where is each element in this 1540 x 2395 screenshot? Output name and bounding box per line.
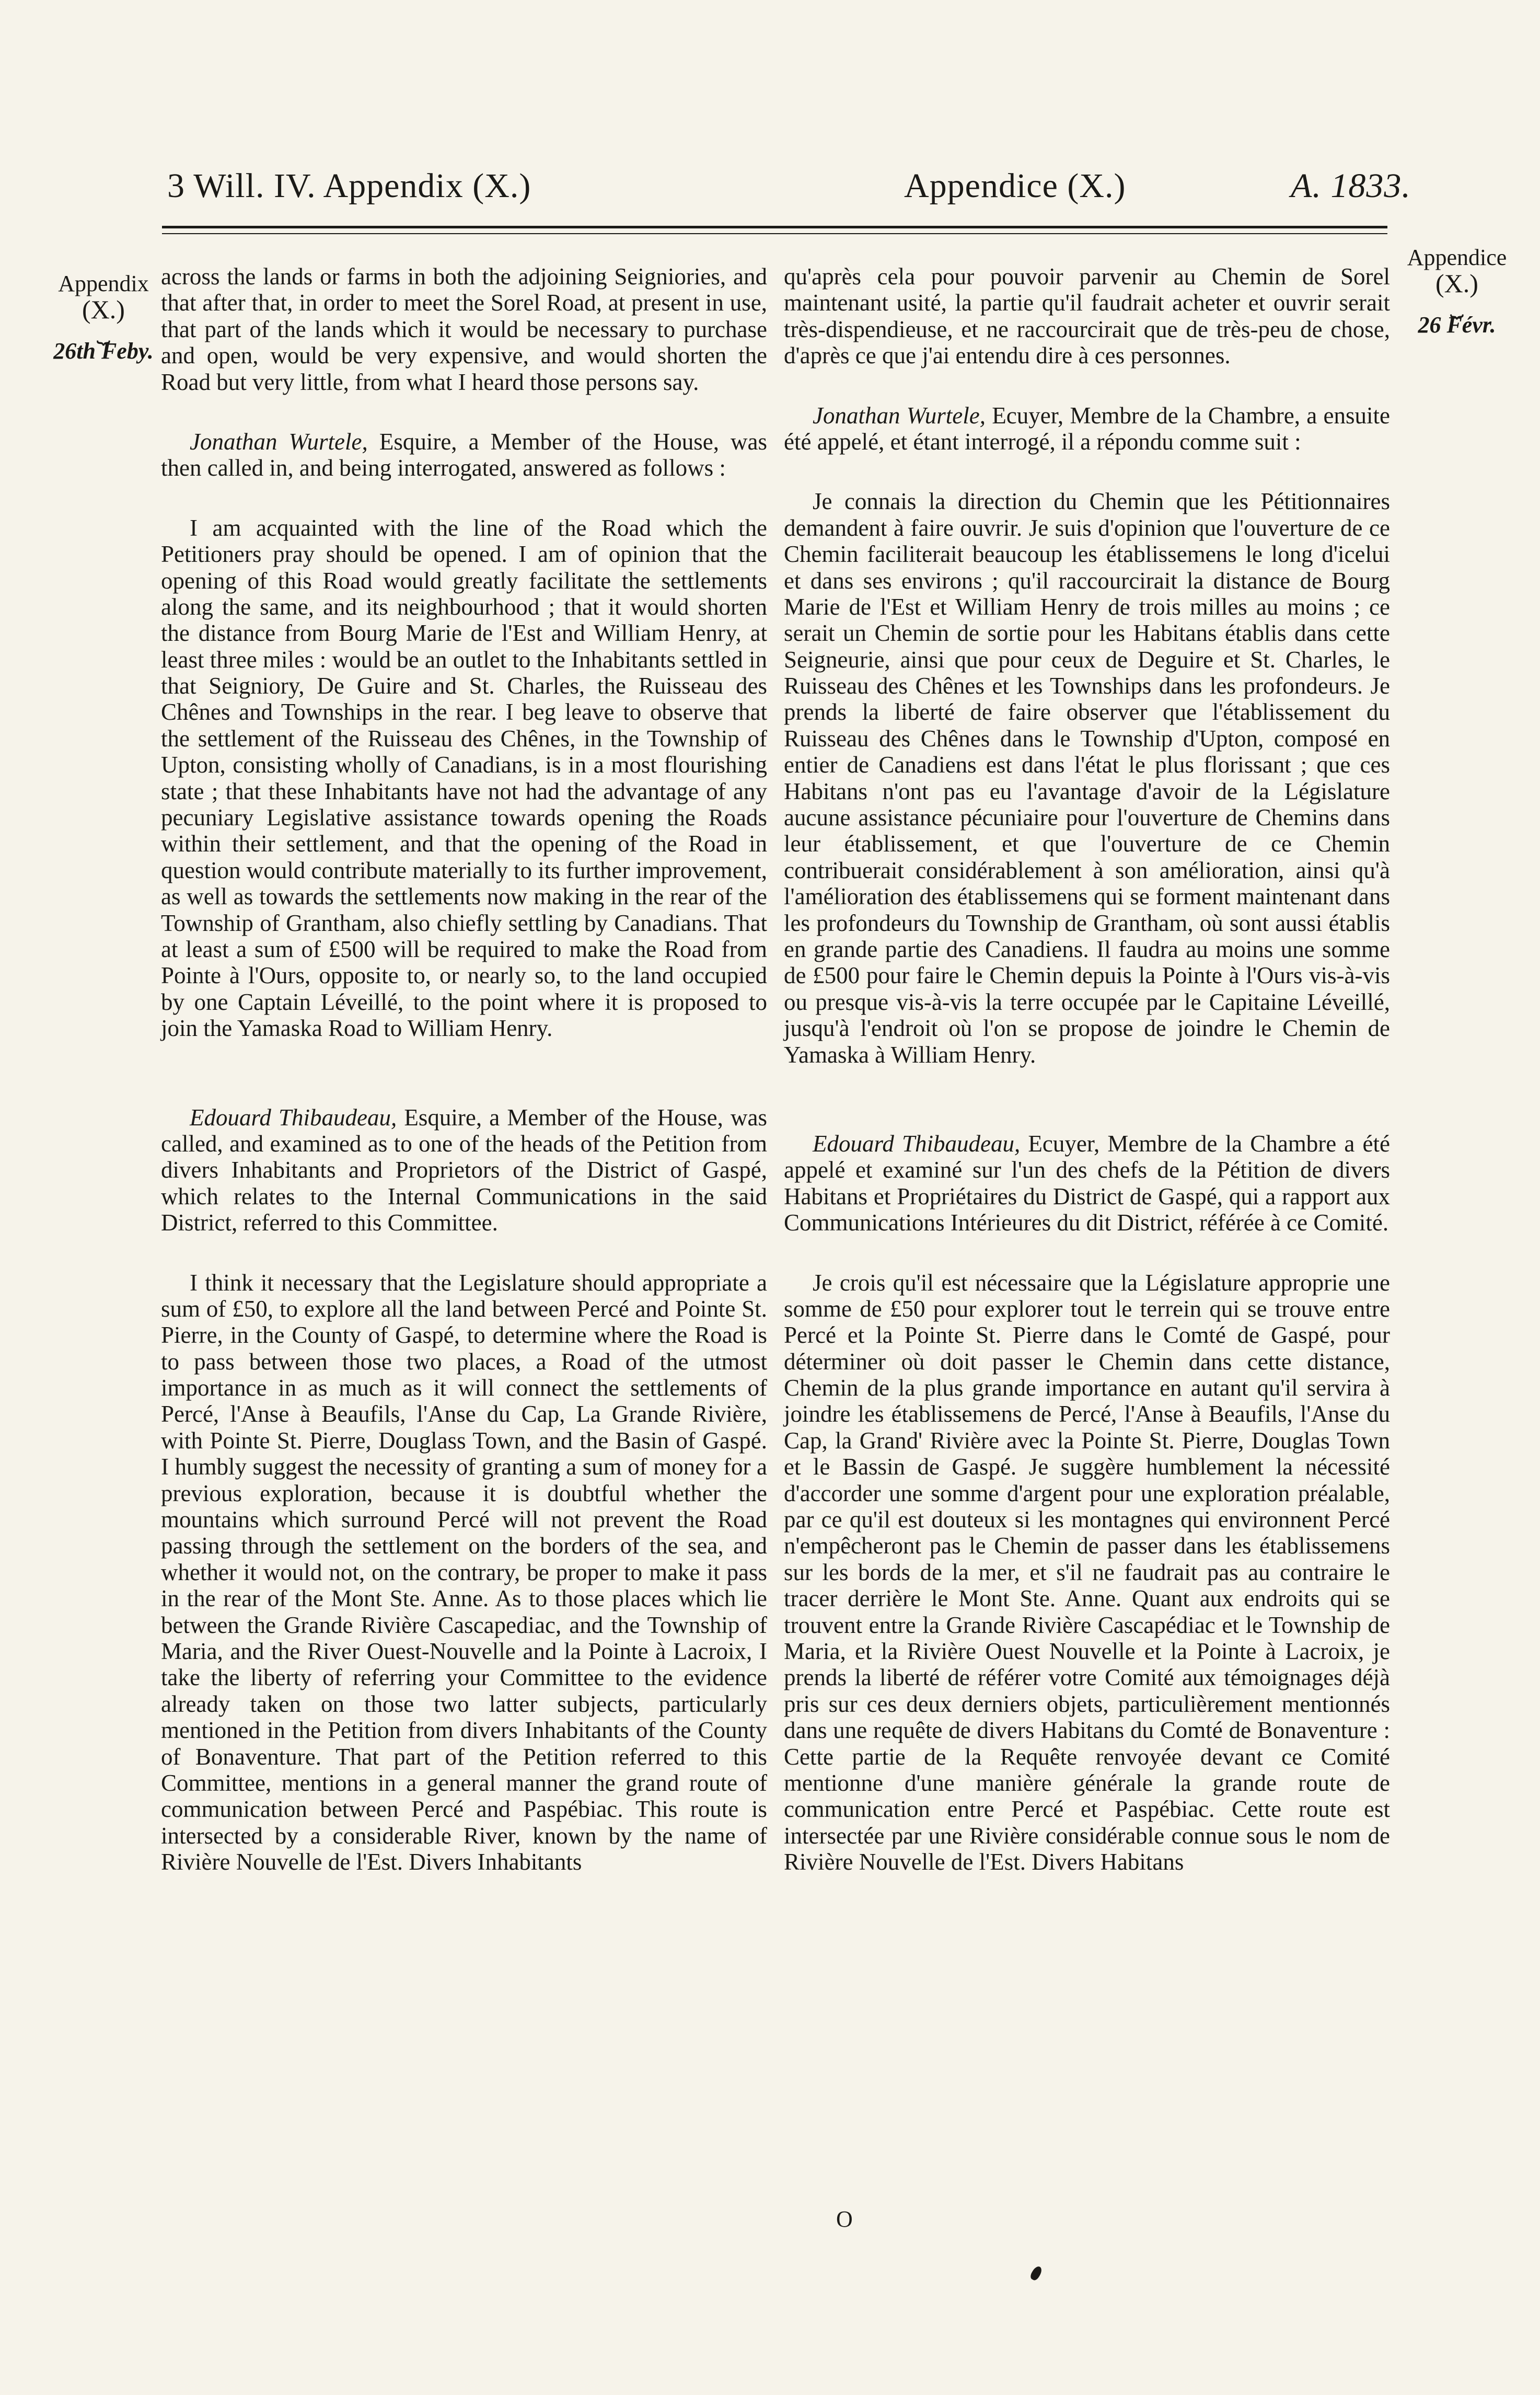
testimony-wurtele: Je connais la direction du Chemin que les Pétitionnaires demandent à faire ouvrir. Je suis d'opinion que l'ouverture de ce Chemin faciliterait beaucoup les établissemens le long d'icelui et dans ses environs ; qu'il raccourcirait la distance de Bourg Marie de l'Est et William Henry de trois milles au moins ; ce serait un Chemin de sortie pour les Habitans établis dans cette Seigneurie, ainsi que pour ceux de Deguire et St. Charles, le Ruisseau des Chênes et les Townships dans les profondeurs. Je prends la liberté de faire observer que l'établissement du Ruisseau des Chênes dans le Township d'Upton, composé en entier de Canadiens est dans l'état le plus florissant ; que ces Habitans n'ont pas eu l'avantage d'avoir de la Législature aucune assistance pécuniaire pour l'ouverture de Chemins dans leur établissement, et que l'ouverture de ce Chemin contribuerait considérablement à son amélioration, ainsi qu'à l'amélioration des établissemens qui se forment maintenant dans les profondeurs du Township de Grantham, où sont aussi établis en grande partie des Canadiens. Il faudra au moins une somme de £500 pour faire le Chemin depuis la Pointe à l'Ours vis-à-vis ou presque vis-à-vis la terre occupée par le Capitaine Léveillé, jusqu'à l'endroit où l'on se propose de joindre le Chemin de Yamaska à William Henry. <box>784 488 1390 1068</box>
french-column <box>784 263 1390 1908</box>
running-header-center: Appendice (X.) <box>904 167 1126 205</box>
paragraph-continuation: across the lands or farms in both the adjoining Seigniories, and that after that, in order to meet the Sorel Road, at present in use, that part of the lands which it would be necessary to purchase and open, would be very expensive, and would shorten the Road but very little, from what I heard those persons say. <box>161 263 767 395</box>
running-header-year: A. 1833. <box>1291 167 1411 205</box>
intro-text: Esquire, a Member of the House, was then called in, and being interrogated, answered as follows : <box>161 428 767 481</box>
running-header-left: 3 Will. IV. Appendix (X.) <box>167 167 531 205</box>
page-signature-mark: O <box>836 2206 853 2232</box>
speaker-name: Jonathan Wurtele, <box>190 428 368 455</box>
intro-text: Esquire, a Member of the House, was called, and examined as to one of the heads of the Petition from divers Inhabitants and Proprietors of the District of Gaspé, which relates to the Internal Communications in the said District, referred to this Committee. <box>161 1104 767 1236</box>
margin-label: Appendix <box>58 271 149 296</box>
margin-note-right <box>1389 246 1525 338</box>
margin-date: 26 Févr. <box>1418 312 1496 338</box>
margin-brace: ⏟ <box>96 318 111 344</box>
english-column <box>161 263 767 1908</box>
speaker-name: Edouard Thibaudeau, <box>190 1104 397 1131</box>
paragraph-continuation: qu'après cela pour pouvoir parvenir au Chemin de Sorel maintenant usité, la partie qu'il faudrait acheter et ouvrir serait très-dispendieuse, et ne raccourcirait que de très-peu de chose, d'après ce que j'ai entendu dire à ces personnes. <box>784 263 1390 369</box>
margin-appendix-number: (X.) <box>1435 269 1478 298</box>
speaker-name: Jonathan Wurtele, <box>813 402 986 429</box>
intro-text: Ecuyer, Membre de la Chambre, a ensuite été appelé, et étant interrogé, il a répondu comme suit : <box>784 402 1390 455</box>
intro-text: Ecuyer, Membre de la Chambre a été appelé et examiné sur l'un des chefs de la Pétition de divers Habitans et Propriétaires du District de Gaspé, qui a rapport aux Communications Intérieures du dit District, référée à ce Comité. <box>784 1130 1390 1236</box>
witness-intro-wurtele <box>161 429 767 481</box>
header-rule-thick <box>162 226 1387 228</box>
margin-label: Appendice <box>1407 245 1507 270</box>
testimony-thibaudeau: I think it necessary that the Legislature should appropriate a sum of £50, to explore all the land between Percé and Pointe St. Pierre, in the County of Gaspé, to determine where the Road is to pass between those two places, a Road of the utmost importance in as much as it will connect the settlements of Percé, l'Anse à Beaufils, l'Anse du Cap, La Grande Rivière, with Pointe St. Pierre, Douglass Town, and the Basin of Gaspé. I humbly suggest the necessity of granting a sum of money for a previous exploration, because it is doubtful whether the mountains which surround Percé will not prevent the Road passing through the settlement on the borders of the sea, and whether it would not, on the contrary, be proper to make it pass in the rear of the Mont Ste. Anne. As to those places which lie between the Grande Rivière Cascapediac, and the Township of Maria, and the River Ouest-Nouvelle and la Pointe à Lacroix, I take the liberty of referring your Committee to the evidence already taken on those two latter subjects, particularly mentioned in the Petition from divers Inhabitants of the County of Bonaventure. That part of the Petition referred to this Committee, mentions in a general manner the grand route of communication between Percé and Paspébiac. This route is intersected by a considerable River, known by the name of Rivière Nouvelle de l'Est. Divers Inhabitants <box>161 1269 767 1875</box>
ink-mark <box>1029 2265 1044 2282</box>
header-rule-thin <box>162 233 1387 234</box>
testimony-wurtele: I am acquainted with the line of the Road which the Petitioners pray should be opened. I am of opinion that the opening of this Road would greatly facilitate the settlements along the same, and its neighbourhood ; that it would shorten the distance from Bourg Marie de l'Est and William Henry, at least three miles : would be an outlet to the Inhabitants settled in that Seigniory, De Guire and St. Charles, the Ruisseau des Chênes and Townships in the rear. I beg leave to observe that the settlement of the Ruisseau des Chênes, in the Township of Upton, consisting wholly of Canadians, is in a most flourishing state ; that these Inhabitants have not had the advantage of any pecuniary Legislative assistance towards opening the Roads within their settlement, and that the opening of the Road in question would contribute materially to its further improvement, as well as towards the settlements now making in the rear of the Township of Grantham, also chiefly settling by Canadians. That at least a sum of £500 will be required to make the Road from Pointe à l'Ours, opposite to, or nearly so, to the land occupied by one Captain Léveillé, to the point where it is proposed to join the Yamaska Road to William Henry. <box>161 514 767 1042</box>
margin-brace: ⏟ <box>1450 292 1464 318</box>
margin-note-left <box>46 272 161 364</box>
speaker-name: Edouard Thibaudeau, <box>813 1130 1021 1157</box>
witness-intro-thibaudeau <box>784 1131 1390 1236</box>
margin-date: 26th Feby. <box>53 338 154 364</box>
margin-appendix-number: (X.) <box>82 295 125 325</box>
witness-intro-wurtele <box>784 402 1390 455</box>
testimony-thibaudeau: Je crois qu'il est nécessaire que la Législature approprie une somme de £50 pour explorer tout le terrein qui se trouve entre Percé et la Pointe St. Pierre dans le Comté de Gaspé, pour déterminer où doit passer le Chemin dans cette distance, Chemin de la plus grande importance en autant qu'il servira à joindre les établissemens de Percé, l'Anse à Beaufils, l'Anse du Cap, la Grand' Rivière avec la Pointe St. Pierre, Douglas Town et le Bassin de Gaspé. Je suggère humblement la nécessité d'accorder une somme d'argent pour une exploration préalable, par ce qu'il est douteux si les montagnes qui environnent Percé n'empêcheront pas le Chemin de passer dans les établissemens sur les bords de la mer, et s'il ne faudrait pas au contraire le tracer derrière le Mont Ste. Anne. Quant aux endroits qui se trouvent entre la Grande Rivière Cascapédiac et le Township de Maria, et la Rivière Ouest Nouvelle et la Pointe à Lacroix, je prends la liberté de référer votre Comité aux témoignages déjà pris sur ces deux derniers objets, particulièrement mentionnés dans une requête de divers Habitans du Comté de Bonaventure : Cette partie de la Requête renvoyée devant ce Comité mentionne d'une manière générale la grande route de communication entre Percé et Paspébiac. Cette route est intersectée par une Rivière considérable connue sous le nom de Rivière Nouvelle de l'Est. Divers Habitans <box>784 1269 1390 1875</box>
witness-intro-thibaudeau <box>161 1104 767 1236</box>
